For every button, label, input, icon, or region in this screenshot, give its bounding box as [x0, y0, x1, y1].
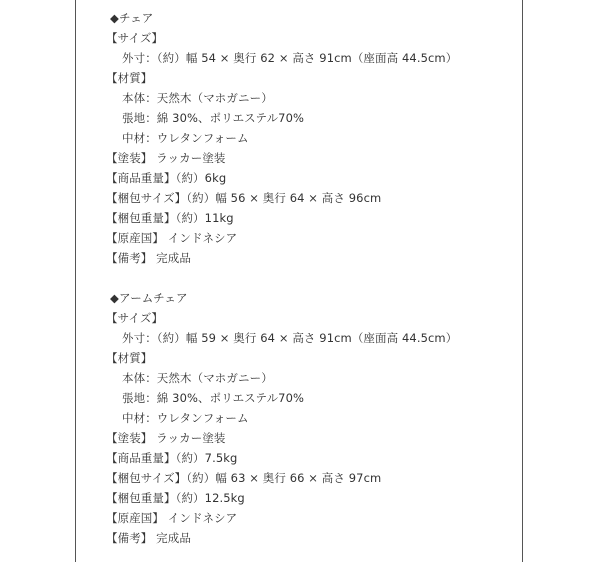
size-value: 外寸：（約）幅 59 × 奥行 64 × 高さ 91cm（座面高 44.5cm）	[122, 331, 458, 345]
material-label: 【材質】	[106, 71, 153, 85]
material-body: 本体：天然木（マホガニー）	[122, 91, 273, 105]
spec-section-chair	[106, 8, 522, 268]
size-value: 外寸：（約）幅 54 × 奥行 62 × 高さ 91cm（座面高 44.5cm）	[122, 51, 458, 65]
material-filling: 中材：ウレタンフォーム	[122, 131, 249, 145]
paint-spec: 【塗装】 ラッカー塗装	[106, 151, 226, 165]
package-size: 【梱包サイズ】（約）幅 63 × 奥行 66 × 高さ 97cm	[106, 471, 382, 485]
spec-frame	[75, 0, 523, 562]
remarks: 【備考】 完成品	[106, 251, 191, 265]
origin-country: 【原産国】 インドネシア	[106, 231, 238, 245]
section-heading: ◆アームチェア	[110, 291, 188, 305]
paint-spec: 【塗装】 ラッカー塗装	[106, 431, 226, 445]
spec-section-armchair	[106, 288, 522, 548]
material-body: 本体：天然木（マホガニー）	[122, 371, 273, 385]
package-weight: 【梱包重量】（約）12.5kg	[106, 491, 245, 505]
product-weight: 【商品重量】（約）6kg	[106, 171, 227, 185]
origin-country: 【原産国】 インドネシア	[106, 511, 238, 525]
spec-content	[106, 8, 522, 548]
size-label: 【サイズ】	[106, 31, 164, 45]
package-size: 【梱包サイズ】（約）幅 56 × 奥行 64 × 高さ 96cm	[106, 191, 382, 205]
material-cover: 張地：綿 30%、ポリエステル70%	[122, 111, 305, 125]
size-label: 【サイズ】	[106, 311, 164, 325]
section-heading: ◆チェア	[110, 11, 154, 25]
product-weight: 【商品重量】（約）7.5kg	[106, 451, 238, 465]
remarks: 【備考】 完成品	[106, 531, 191, 545]
material-filling: 中材：ウレタンフォーム	[122, 411, 249, 425]
package-weight: 【梱包重量】（約）11kg	[106, 211, 234, 225]
material-label: 【材質】	[106, 351, 153, 365]
material-cover: 張地：綿 30%、ポリエステル70%	[122, 391, 305, 405]
